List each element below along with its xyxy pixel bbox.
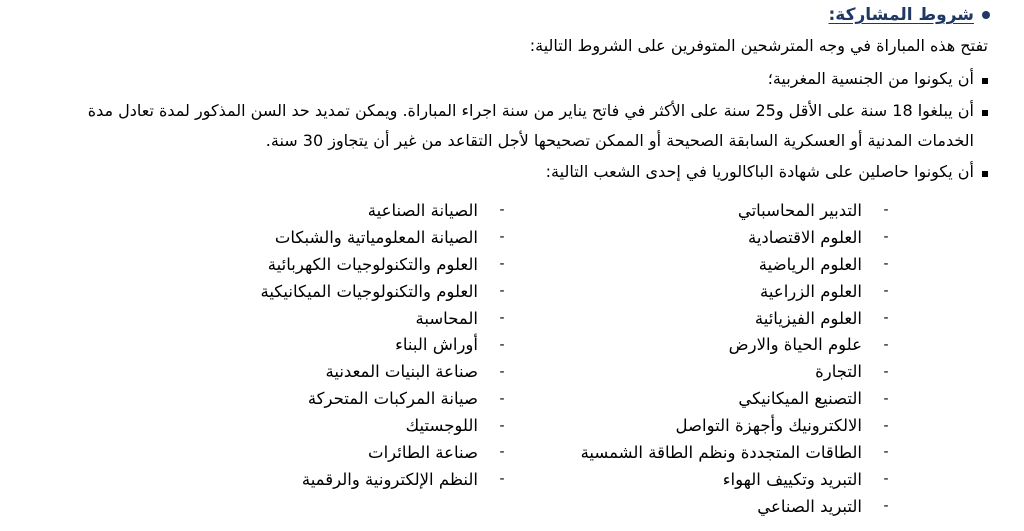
dash-marker: -: [499, 256, 505, 273]
dash-marker: -: [883, 471, 889, 488]
branch-label: النظم الإلكترونية والرقمية: [301, 469, 478, 489]
branches-left-column: [260, 197, 514, 493]
branch-label: العلوم الاقتصادية: [747, 227, 862, 247]
list-item: [260, 197, 514, 224]
dash-marker: -: [499, 202, 505, 219]
dash-marker: -: [883, 336, 889, 353]
branch-label: التدبير المحاسباتي: [737, 200, 862, 220]
square-bullet-icon: [982, 171, 988, 177]
list-item: [581, 466, 898, 493]
branch-label: التجارة: [815, 362, 862, 382]
branch-label: علوم الحياة والارض: [728, 335, 862, 355]
condition-text: أن يكونوا حاصلين على شهادة الباكالوريا في إحدى الشعب التالية:: [545, 162, 974, 181]
branch-label: أوراش البناء: [395, 335, 478, 355]
list-item: [581, 251, 898, 278]
branch-label: الالكترونيك وأجهزة التواصل: [675, 416, 862, 436]
branch-label: العلوم والتكنولوجيات الكهربائية: [267, 254, 478, 274]
list-item: [260, 251, 514, 278]
list-item: [260, 305, 514, 332]
list-item: [581, 493, 898, 520]
branch-label: التبريد وتكييف الهواء: [722, 469, 862, 489]
condition-text: أن يكونوا من الجنسية المغربية؛: [767, 69, 974, 88]
list-item: [260, 358, 514, 385]
condition-item-age: [34, 102, 988, 156]
list-item: [260, 412, 514, 439]
branches-right-column: [581, 197, 898, 520]
branch-label: العلوم والتكنولوجيات الميكانيكية: [260, 281, 478, 301]
dash-marker: -: [883, 417, 889, 434]
intro-paragraph: تفتح هذه المباراة في وجه المترشحين المتوفرين على الشروط التالية:: [529, 36, 988, 55]
section-title: شروط المشاركة:: [828, 5, 974, 25]
square-bullet-icon: [982, 110, 988, 116]
branch-label: المحاسبة: [415, 308, 478, 328]
list-item: [581, 331, 898, 358]
condition-text: أن يبلغوا 18 سنة على الأقل و25 سنة على الأكثر في فاتح يناير من سنة اجراء المباراة. ويمكن تمديد حد السن المذكور لمدة تعادل مدة الخدمات المدنية أو العسكرية السابقة الصحيحة أو الممكن تصحيحها لأجل التقاعد من غير أن يتجاوز 30 سنة.: [87, 101, 974, 150]
dash-marker: -: [499, 471, 505, 488]
condition-item-nationality: [768, 70, 988, 94]
dash-marker: -: [883, 229, 889, 246]
dash-marker: -: [499, 363, 505, 380]
dash-marker: -: [499, 229, 505, 246]
branch-label: الطاقات المتجددة ونظم الطاقة الشمسية: [580, 442, 862, 462]
dash-marker: -: [499, 444, 505, 461]
dash-marker: -: [883, 202, 889, 219]
branch-label: التبريد الصناعي: [757, 496, 862, 516]
list-item: [581, 358, 898, 385]
branch-label: العلوم الزراعية: [760, 281, 862, 301]
list-item: [260, 278, 514, 305]
dash-marker: -: [883, 310, 889, 326]
square-bullet-icon: [982, 78, 988, 84]
dash-marker: -: [499, 417, 505, 434]
list-item: [581, 305, 898, 332]
list-item: [260, 466, 514, 493]
branch-label: صيانة المركبات المتحركة: [307, 389, 478, 409]
list-item: [260, 439, 514, 466]
dash-marker: -: [499, 390, 505, 407]
list-item: [581, 197, 898, 224]
list-item: [260, 331, 514, 358]
dash-marker: -: [499, 310, 505, 326]
condition-item-baccalaureate: [546, 163, 988, 187]
dash-marker: -: [883, 363, 889, 380]
list-item: [581, 278, 898, 305]
dash-marker: -: [499, 336, 505, 353]
branch-label: الصيانة المعلومياتية والشبكات: [274, 227, 478, 247]
list-item: [260, 385, 514, 412]
branch-label: العلوم الفيزيائية: [754, 308, 862, 328]
list-item: [581, 412, 898, 439]
branch-label: العلوم الرياضية: [758, 254, 862, 274]
list-item: [581, 385, 898, 412]
dash-marker: -: [883, 444, 889, 461]
branch-label: الصيانة الصناعية: [367, 200, 478, 220]
list-item: [260, 224, 514, 251]
dash-marker: -: [883, 498, 889, 515]
section-heading: [828, 5, 990, 25]
bullet-icon: [982, 11, 990, 19]
list-item: [581, 224, 898, 251]
list-item: [581, 439, 898, 466]
branch-label: صناعة الطائرات: [368, 442, 478, 462]
dash-marker: -: [883, 283, 889, 300]
dash-marker: -: [883, 256, 889, 273]
branch-label: التصنيع الميكانيكي: [738, 389, 862, 409]
branch-label: صناعة البنيات المعدنية: [325, 362, 478, 382]
dash-marker: -: [883, 390, 889, 407]
branch-label: اللوجستيك: [405, 416, 478, 436]
dash-marker: -: [499, 283, 505, 300]
